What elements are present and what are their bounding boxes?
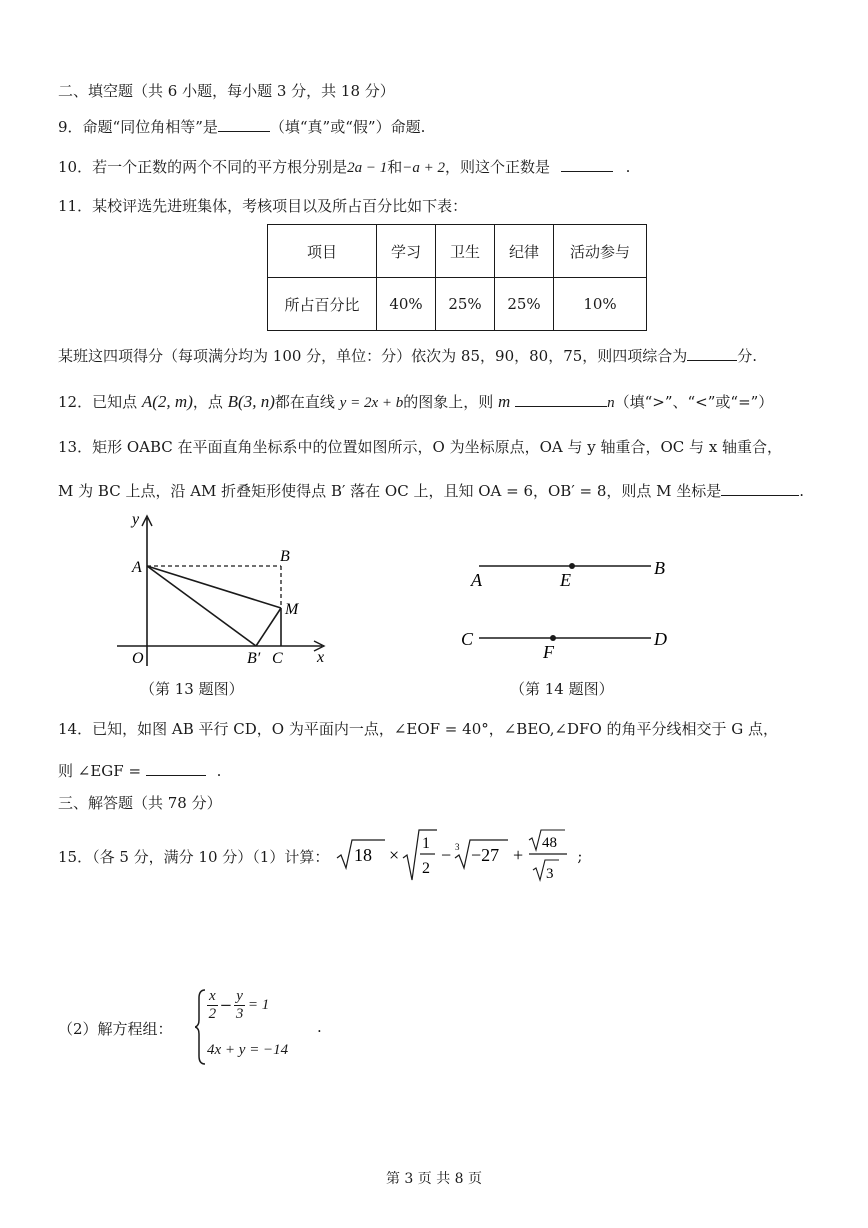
q12-m: m (498, 392, 511, 411)
label-x: x (317, 649, 325, 666)
q9-prefix: 9．命题“同位角相等”是 (58, 118, 218, 136)
svg-text:−27: −27 (471, 845, 500, 865)
q12-point-b: B(3, n) (227, 392, 275, 411)
section2-title: 二、填空题（共 6 小题，每小题 3 分，共 18 分） (58, 82, 395, 100)
system-end: . (317, 1018, 322, 1036)
question-15-part2: （2）解方程组： (58, 1020, 173, 1038)
q10-expr1: 2a − 1 (347, 160, 388, 176)
eq1-den-3: 3 (235, 1005, 244, 1022)
q12-mid1: ，点 (192, 393, 223, 411)
q14-line2-prefix: 则 ∠EGF = (58, 762, 142, 780)
q10-answer-blank[interactable] (561, 157, 613, 172)
q10-end: . (625, 158, 631, 176)
q11-table (267, 224, 647, 331)
figure-13 (112, 510, 332, 670)
figure-14-caption: （第 14 题图） (510, 680, 614, 698)
eq1-x: x (209, 988, 216, 1004)
question-9 (58, 116, 425, 137)
label-M: M (285, 601, 299, 618)
q14-answer-blank[interactable] (146, 761, 206, 776)
label-C: C (461, 629, 474, 649)
q15-prefix: 15．（各 5 分，满分 10 分）（1）计算： (58, 847, 330, 866)
question-11-followup (58, 345, 757, 366)
question-13-line2 (58, 480, 804, 501)
table-row (268, 278, 647, 331)
label-F: F (543, 642, 554, 662)
q13-end: . (799, 482, 805, 500)
svg-text:+: + (513, 845, 524, 865)
svg-text:−: − (441, 845, 452, 865)
table-cell: 学习 (377, 225, 436, 278)
eq1-rhs: = 1 (247, 996, 270, 1013)
svg-text:3: 3 (455, 842, 460, 852)
label-O: O (132, 650, 144, 667)
q11-answer-blank[interactable] (687, 346, 737, 361)
q9-answer-blank[interactable] (218, 117, 270, 132)
q15-expression (333, 828, 573, 884)
question-10 (58, 156, 630, 177)
question-14-line2 (58, 760, 221, 781)
equation-2: 4x + y = −14 (207, 1042, 289, 1058)
svg-text:18: 18 (354, 845, 373, 865)
question-14-line1: 14．已知，如图 AB 平行 CD，O 为平面内一点，∠EOF = 40°，∠BEO,∠DFO 的角平分线相交于 G 点， (58, 720, 779, 738)
question-12 (58, 391, 773, 412)
label-B-prime: B′ (247, 650, 261, 667)
q13-answer-blank[interactable] (721, 481, 799, 496)
q10-expr2: −a + 2 (402, 160, 445, 176)
table-cell: 40% (377, 278, 436, 331)
q12-answer-blank[interactable] (515, 392, 607, 407)
label-B: B (654, 558, 665, 578)
table-cell: 25% (436, 278, 495, 331)
svg-text:×: × (389, 845, 400, 865)
q10-suffix: ，则这个正数是 (444, 158, 550, 176)
svg-text:3: 3 (546, 866, 554, 882)
svg-text:2: 2 (422, 860, 431, 877)
figure-13-caption: （第 13 题图） (140, 680, 244, 698)
table-cell: 所占百分比 (268, 278, 377, 331)
label-C: C (272, 650, 283, 667)
eq1-y: y (236, 988, 243, 1004)
section3-title: 三、解答题（共 78 分） (58, 794, 222, 812)
equation-1: $\frac{x}{2}$ − $\frac{y}{3}$ = 1 (208, 988, 270, 1022)
segment-B-prime-M (256, 608, 281, 646)
table-cell: 25% (495, 278, 554, 331)
segment-AB-prime (147, 566, 256, 646)
figure-14 (455, 550, 695, 680)
left-brace (195, 988, 207, 1066)
label-B: B (280, 548, 290, 565)
q15-semicolon: ; (577, 847, 583, 865)
svg-text:1: 1 (422, 835, 431, 852)
table-cell: 10% (554, 278, 647, 331)
segment-AM (147, 566, 281, 608)
table-header-row (268, 225, 647, 278)
table-cell: 卫生 (436, 225, 495, 278)
table-cell: 项目 (268, 225, 377, 278)
q13-line2-text: M 为 BC 上点，沿 AM 折叠矩形使得点 B′ 落在 OC 上，且知 OA = 6，OB′ = 8，则点 M 坐标是 (58, 482, 722, 500)
q11-unit: 分. (737, 347, 758, 365)
q12-mid3: 的图象上，则 (403, 393, 494, 411)
label-y: y (132, 511, 140, 528)
table-cell: 纪律 (495, 225, 554, 278)
q12-mid2: 都在直线 (274, 393, 335, 411)
q12-prefix: 12．已知点 (58, 393, 138, 411)
label-A: A (132, 559, 142, 576)
point-F (550, 635, 556, 641)
table-cell: 活动参与 (554, 225, 647, 278)
question-15-part1 (58, 828, 582, 884)
q10-prefix: 10．若一个正数的两个不同的平方根分别是 (58, 158, 348, 176)
q12-n: n (607, 395, 615, 411)
label-E: E (560, 570, 571, 590)
svg-text:48: 48 (542, 835, 558, 851)
label-A: A (471, 570, 482, 590)
eq1-den-2: 2 (208, 1005, 217, 1022)
q12-line-eq: y = 2x + b (339, 395, 404, 411)
q11-followup-text: 某班这四项得分（每项满分均为 100 分，单位：分）依次为 85，90，80，75，则四项综合为 (58, 347, 688, 365)
q12-point-a: A(2, m) (141, 392, 193, 411)
label-D: D (654, 629, 667, 649)
point-E (569, 563, 575, 569)
page-footer: 第 3 页 共 8 页 (385, 1171, 483, 1187)
question-13-line1: 13．矩形 OABC 在平面直角坐标系中的位置如图所示，O 为坐标原点，OA 与 y 轴重合，OC 与 x 轴重合， (58, 438, 783, 456)
q9-suffix: （填“真”或“假”）命题. (269, 118, 426, 136)
question-11-intro: 11．某校评选先进班集体，考核项目以及所占百分比如下表： (58, 197, 468, 215)
q12-suffix: （填“>”、“<”或“=”） (614, 393, 774, 411)
q14-end: . (216, 762, 222, 780)
q10-mid: 和 (387, 158, 403, 176)
